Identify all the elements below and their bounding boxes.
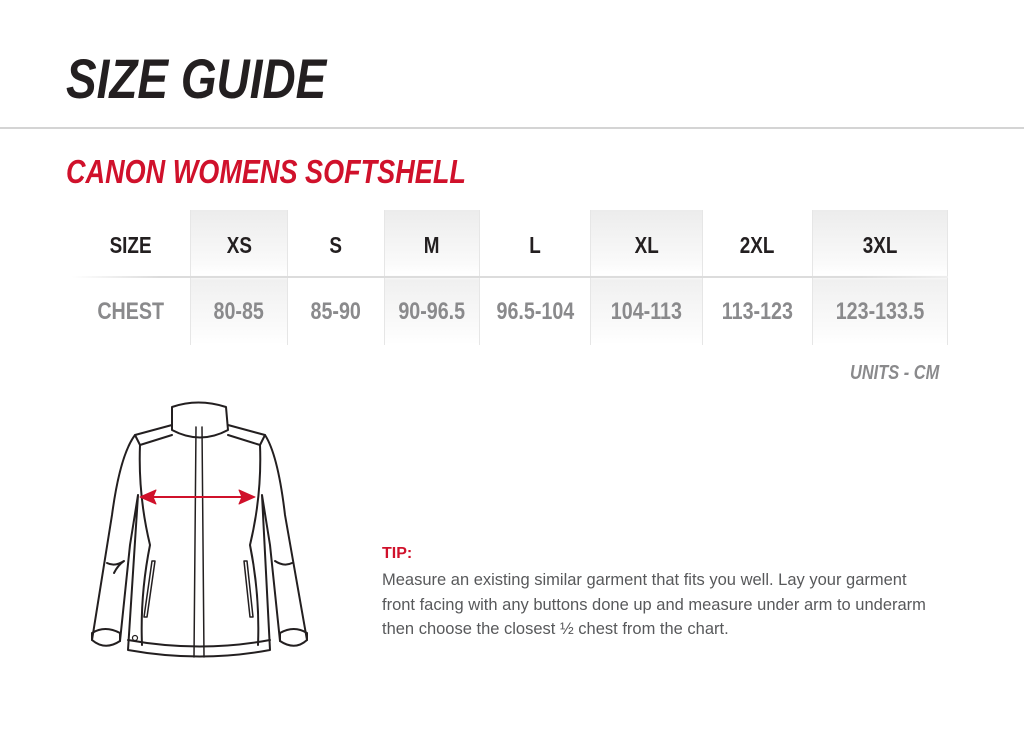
divider bbox=[0, 127, 1024, 129]
chest-value: 104-113 bbox=[610, 298, 683, 325]
chest-value: 113-123 bbox=[721, 298, 794, 325]
size-header: SIZE bbox=[110, 232, 152, 258]
chest-value: 96.5-104 bbox=[496, 298, 574, 325]
chest-value: 90-96.5 bbox=[398, 298, 466, 325]
jacket-illustration bbox=[80, 395, 320, 670]
tip-text: Measure an existing similar garment that fits you well. Lay your garment front facing with any buttons done up and measure under arm to underarm then choose the closest ½ chest from the chart. bbox=[382, 571, 926, 638]
page-title: SIZE GUIDE bbox=[66, 47, 327, 110]
size-label: 2XL bbox=[740, 232, 775, 258]
size-label: S bbox=[329, 232, 343, 258]
size-label: 3XL bbox=[862, 232, 898, 258]
units-label: UNITS - CM bbox=[850, 362, 940, 384]
size-label: L bbox=[529, 232, 541, 258]
chest-header: CHEST bbox=[97, 298, 165, 325]
chest-measure-arrow-icon bbox=[140, 490, 255, 504]
row-divider bbox=[72, 276, 948, 278]
product-name: CANON WOMENS SOFTSHELL bbox=[66, 153, 466, 190]
chest-value: 80-85 bbox=[213, 298, 265, 325]
size-label: M bbox=[424, 232, 440, 258]
size-table bbox=[72, 210, 948, 345]
size-label: XL bbox=[634, 232, 659, 258]
size-label: XS bbox=[226, 232, 252, 258]
tip-label: TIP: bbox=[382, 545, 413, 562]
chest-value: 123-133.5 bbox=[835, 298, 925, 325]
chest-value: 85-90 bbox=[310, 298, 362, 325]
